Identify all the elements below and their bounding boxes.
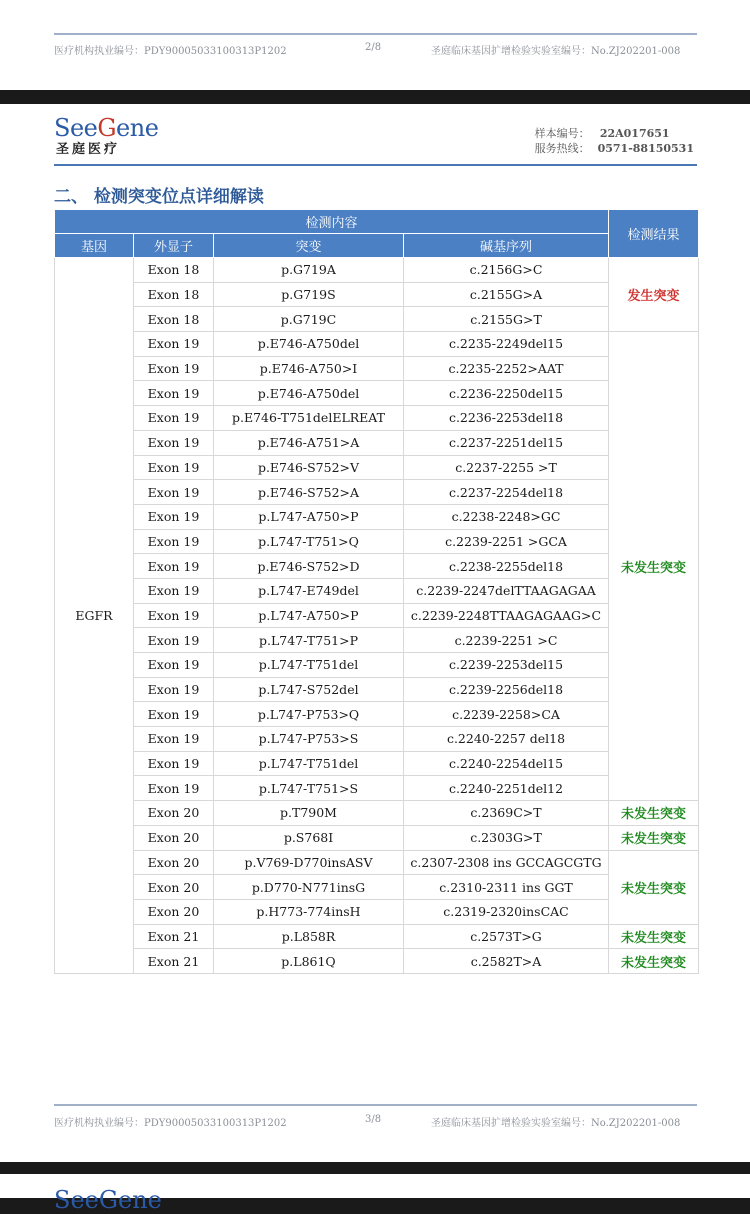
sequence-cell: c.2237-2255 >T [404,455,609,480]
sequence-cell: c.2237-2254del18 [404,480,609,505]
mutation-cell: p.L747-T751>P [214,628,404,653]
gene-cell: EGFR [55,258,134,974]
mutation-cell: p.G719C [214,307,404,332]
hotline-label: 服务热线： [534,142,590,155]
sample-id-value: 22A017651 [599,127,670,140]
table-row [55,603,699,628]
hotline-value: 0571-88150531 [597,142,694,155]
sequence-cell: c.2235-2252>AAT [404,356,609,381]
exon-cell: Exon 19 [134,776,214,801]
exon-cell: Exon 19 [134,430,214,455]
header-exon: 外显子 [134,234,214,258]
header-mutation: 突变 [214,234,404,258]
report-page [0,104,750,1162]
mutation-cell: p.E746-A750>I [214,356,404,381]
mutation-cell: p.L747-T751>Q [214,529,404,554]
result-cell: 未发生突变 [609,850,699,924]
exon-cell: Exon 19 [134,702,214,727]
header-detection-result: 检测结果 [609,210,699,258]
result-cell: 未发生突变 [609,825,699,850]
exon-cell: Exon 19 [134,332,214,357]
next-page-fragment [0,1174,750,1214]
previous-page-fragment [0,0,750,90]
sequence-cell: c.2239-2251 >GCA [404,529,609,554]
exon-cell: Exon 19 [134,578,214,603]
table-row [55,924,699,949]
logo-chinese-name: 圣庭医疗 [56,142,121,157]
footer-divider [54,1104,697,1106]
sequence-cell: c.2582T>A [404,949,609,974]
table-row [55,578,699,603]
sample-id-row [535,126,694,141]
result-cell: 发生突变 [609,258,699,332]
table-row [55,875,699,900]
next-page-logo: SeeGene [54,1186,162,1214]
table-column-header-row [55,234,699,258]
sequence-cell: c.2238-2248>GC [404,504,609,529]
table-row [55,381,699,406]
group-header-detection-content: 检测内容 [55,210,609,234]
mutation-cell: p.L861Q [214,949,404,974]
table-body [55,258,699,974]
table-group-header-row [55,210,699,234]
sequence-cell: c.2239-2253del15 [404,653,609,678]
exon-cell: Exon 19 [134,406,214,431]
company-logo [54,114,158,158]
exon-cell: Exon 21 [134,949,214,974]
table-row [55,529,699,554]
result-cell: 未发生突变 [609,801,699,826]
exon-cell: Exon 19 [134,529,214,554]
exon-cell: Exon 19 [134,455,214,480]
table-row [55,554,699,579]
mutation-cell: p.L747-T751del [214,751,404,776]
mutation-cell: p.L747-T751del [214,653,404,678]
sequence-cell: c.2156G>C [404,258,609,283]
table-row [55,825,699,850]
header-base-sequence: 碱基序列 [404,234,609,258]
sequence-cell: c.2155G>A [404,282,609,307]
table-row [55,356,699,381]
mutation-cell: p.L858R [214,924,404,949]
sample-id-label: 样本编号： [534,127,590,140]
table-row [55,282,699,307]
mutation-cell: p.S768I [214,825,404,850]
sequence-cell: c.2239-2256del18 [404,677,609,702]
sequence-cell: c.2238-2255del18 [404,554,609,579]
table-row [55,628,699,653]
table-row [55,258,699,283]
mutation-cell: p.E746-A750del [214,332,404,357]
hotline-row [535,141,694,156]
exon-cell: Exon 19 [134,751,214,776]
sequence-cell: c.2239-2248TTAAGAGAAG>C [404,603,609,628]
table-row [55,801,699,826]
sequence-cell: c.2239-2247delTTAAGAGAA [404,578,609,603]
exon-cell: Exon 19 [134,628,214,653]
prev-footer-lab-id: 圣庭临床基因扩增检验实验室编号：No.ZJ202201-008 [431,46,681,57]
footer-lab-id: 圣庭临床基因扩增检验实验室编号：No.ZJ202201-008 [431,1118,681,1129]
table-row [55,332,699,357]
section-title: 二、 检测突变位点详细解读 [54,187,264,207]
table-row [55,406,699,431]
sequence-cell: c.2239-2251 >C [404,628,609,653]
table-row [55,899,699,924]
sequence-cell: c.2237-2251del15 [404,430,609,455]
sequence-cell: c.2319-2320insCAC [404,899,609,924]
exon-cell: Exon 19 [134,653,214,678]
sequence-cell: c.2307-2308 ins GCCAGCGTG [404,850,609,875]
sequence-cell: c.2235-2249del15 [404,332,609,357]
footer-license: 医疗机构执业编号：PDY90005033100313P1202 [54,1118,287,1129]
table-row [55,653,699,678]
exon-cell: Exon 20 [134,825,214,850]
prev-footer-license: 医疗机构执业编号：PDY90005033100313P1202 [54,46,287,57]
table-row [55,702,699,727]
table-row [55,949,699,974]
mutation-cell: p.L747-A750>P [214,504,404,529]
exon-cell: Exon 19 [134,381,214,406]
footer-page-number: 3/8 [365,1114,382,1125]
report-meta [535,126,694,156]
mutation-cell: p.E746-A750del [214,381,404,406]
sequence-cell: c.2573T>G [404,924,609,949]
mutation-cell: p.H773-774insH [214,899,404,924]
table-row [55,480,699,505]
exon-cell: Exon 19 [134,554,214,579]
exon-cell: Exon 19 [134,356,214,381]
sequence-cell: c.2369C>T [404,801,609,826]
exon-cell: Exon 20 [134,875,214,900]
result-cell: 未发生突变 [609,924,699,949]
mutation-cell: p.L747-S752del [214,677,404,702]
exon-cell: Exon 18 [134,258,214,283]
mutation-results-table [54,209,699,974]
table-row [55,850,699,875]
sequence-cell: c.2236-2253del18 [404,406,609,431]
mutation-cell: p.L747-P753>Q [214,702,404,727]
table-row [55,677,699,702]
mutation-cell: p.D770-N771insG [214,875,404,900]
table-row [55,455,699,480]
mutation-cell: p.L747-T751>S [214,776,404,801]
table-row [55,504,699,529]
exon-cell: Exon 19 [134,603,214,628]
mutation-cell: p.G719A [214,258,404,283]
table-row [55,430,699,455]
header-gene: 基因 [55,234,134,258]
sequence-cell: c.2310-2311 ins GGT [404,875,609,900]
mutation-cell: p.E746-S752>A [214,480,404,505]
header-divider [54,164,697,166]
table-row [55,307,699,332]
mutation-cell: p.E746-S752>D [214,554,404,579]
mutation-cell: p.V769-D770insASV [214,850,404,875]
sequence-cell: c.2239-2258>CA [404,702,609,727]
mutation-cell: p.G719S [214,282,404,307]
exon-cell: Exon 19 [134,480,214,505]
result-cell: 未发生突变 [609,949,699,974]
exon-cell: Exon 19 [134,504,214,529]
sequence-cell: c.2240-2254del15 [404,751,609,776]
mutation-cell: p.L747-E749del [214,578,404,603]
exon-cell: Exon 19 [134,727,214,752]
sequence-cell: c.2240-2251del12 [404,776,609,801]
exon-cell: Exon 21 [134,924,214,949]
sequence-cell: c.2303G>T [404,825,609,850]
mutation-cell: p.T790M [214,801,404,826]
table-row [55,776,699,801]
mutation-cell: p.L747-A750>P [214,603,404,628]
prev-footer-page-number: 2/8 [365,42,382,53]
sequence-cell: c.2236-2250del15 [404,381,609,406]
table-row [55,751,699,776]
sequence-cell: c.2240-2257 del18 [404,727,609,752]
result-cell: 未发生突变 [609,332,699,801]
mutation-cell: p.E746-S752>V [214,455,404,480]
mutation-cell: p.E746-A751>A [214,430,404,455]
footer-divider [54,33,697,35]
exon-cell: Exon 18 [134,282,214,307]
mutation-cell: p.E746-T751delELREAT [214,406,404,431]
mutation-cell: p.L747-P753>S [214,727,404,752]
exon-cell: Exon 20 [134,899,214,924]
exon-cell: Exon 20 [134,801,214,826]
exon-cell: Exon 18 [134,307,214,332]
table-row [55,727,699,752]
sequence-cell: c.2155G>T [404,307,609,332]
exon-cell: Exon 19 [134,677,214,702]
logo-wordmark: SeeGene [54,114,159,142]
exon-cell: Exon 20 [134,850,214,875]
